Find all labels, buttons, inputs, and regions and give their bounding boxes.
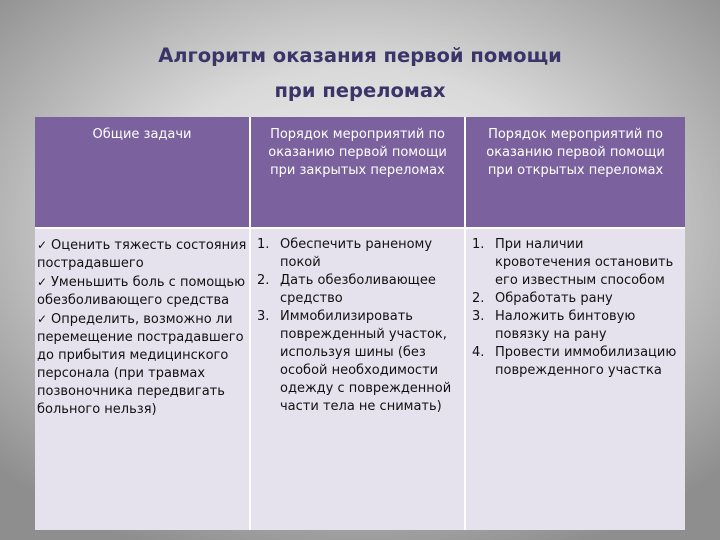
list-item: [253, 308, 462, 416]
slide-title-line-2: при переломах: [274, 79, 446, 102]
first-aid-algorithm-table: [35, 117, 685, 530]
step-text: Провести иммобилизацию поврежденного участка: [495, 345, 677, 378]
slide-title: [80, 38, 640, 108]
step-number: 2.: [472, 291, 485, 306]
table-body-row: [35, 228, 685, 530]
list-item: [468, 308, 683, 344]
header-open-fractures: Порядок мероприятий по оказанию первой помощи при открытых переломах: [465, 117, 685, 228]
general-task-text: Уменьшить боль с помощью обезболивающего средства: [37, 275, 246, 308]
header-general-tasks: Общие задачи: [35, 117, 250, 228]
step-text: Дать обезболивающее средство: [280, 273, 436, 306]
step-number: 2.: [257, 273, 270, 288]
open-fracture-steps-cell: [465, 228, 685, 530]
closed-fracture-steps-list: [253, 236, 462, 416]
list-item: [468, 344, 683, 380]
step-text: Наложить бинтовую повязку на рану: [495, 309, 636, 342]
list-item: [253, 236, 462, 272]
closed-fracture-steps-cell: [250, 228, 465, 530]
step-text: Обеспечить раненому покой: [280, 237, 433, 270]
general-tasks-list: [37, 236, 247, 419]
checkmark-icon: ✓: [37, 275, 48, 289]
open-fracture-steps-list: [468, 236, 683, 380]
list-item: [253, 272, 462, 308]
step-number: 3.: [257, 309, 270, 324]
checkmark-icon: ✓: [37, 238, 48, 252]
list-item: [37, 236, 247, 273]
list-item: [37, 310, 247, 419]
step-text: Обработать рану: [495, 291, 613, 306]
checkmark-icon: ✓: [37, 312, 48, 326]
list-item: [468, 290, 683, 308]
step-number: 3.: [472, 309, 485, 324]
step-number: 1.: [257, 237, 270, 252]
header-closed-fractures: Порядок мероприятий по оказанию первой помощи при закрытых переломах: [250, 117, 465, 228]
list-item: [468, 236, 683, 290]
step-number: 1.: [472, 237, 485, 252]
step-text: Иммобилизировать поврежденный участок, используя шины (без особой необходимости одежду с поврежденной части тела не снимать): [280, 309, 452, 414]
step-text: При наличии кровотечения остановить его известным способом: [495, 237, 674, 288]
general-tasks-cell: [35, 228, 250, 530]
general-task-text: Определить, возможно ли перемещение пострадавшего до прибытия медицинского персонала (при травмах позвоночника передвигать больного нельзя): [37, 312, 244, 417]
table-header-row: [35, 117, 685, 228]
list-item: [37, 273, 247, 310]
general-task-text: Оценить тяжесть состояния пострадавшего: [37, 238, 247, 271]
slide-title-line-1: Алгоритм оказания первой помощи: [158, 44, 562, 67]
step-number: 4.: [472, 345, 485, 360]
